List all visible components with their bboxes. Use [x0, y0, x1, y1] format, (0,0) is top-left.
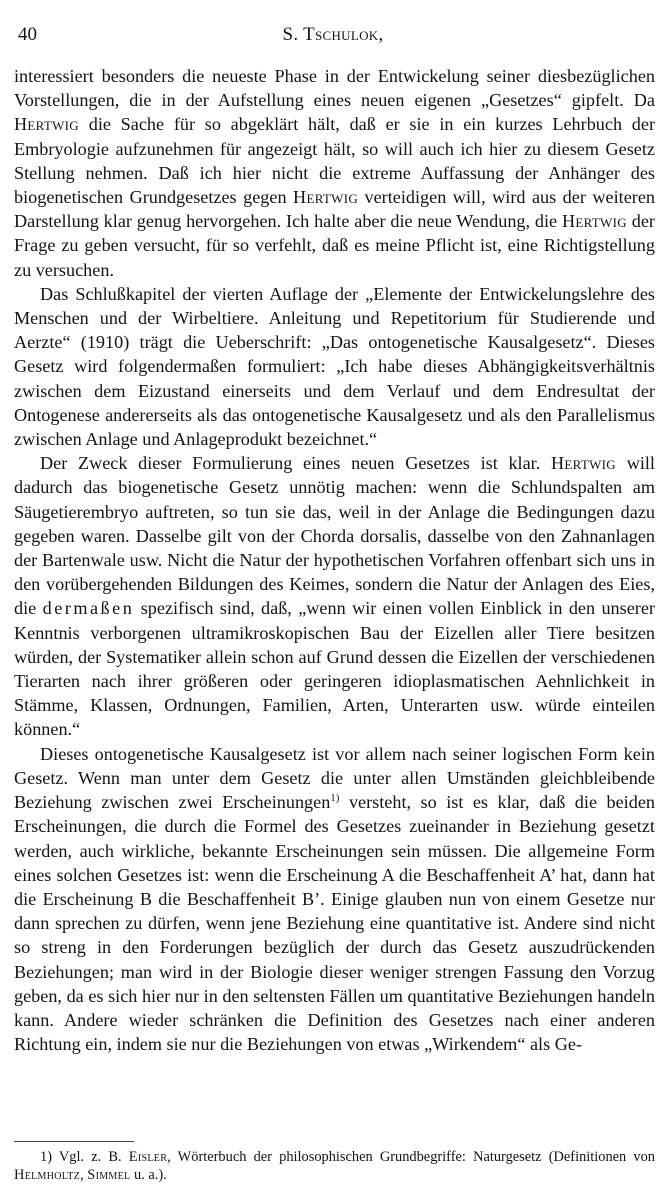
running-head: S. Tschulok,	[282, 24, 384, 45]
author-name-eisler: Eisler	[128, 1149, 168, 1165]
paragraph-1: interessiert besonders die neueste Phase in der Entwickelung seiner diesbezüglichen Vorstellungen, die in der Aufstellung eines neuen eigenen „Gesetzes“ gipfelt. Da Hertwig die Sache für so abgeklärt hält, daß er sie in ein kurzes Lehrbuch der Embryologie aufzunehmen für angezeigt hält, so will auch ich hier zu diesem Gesetz Stellung nehmen. Daß ich hier nicht die extreme Auffassung der Anhänger des biogenetischen Grundgesetzes gegen Hertwig verteidigen will, wird aus der weiteren Darstellung klar genug hervorgehen. Ich halte aber die neue Wendung, die Hertwig der Frage zu geben versucht, für so verfehlt, daß es meine Pflicht ist, eine Richtigstellung zu versuchen.	[14, 66, 655, 280]
paragraph-4: Dieses ontogenetische Kausalgesetz ist vor allem nach seiner logischen Form kein Gesetz. Wenn man unter dem Gesetz die unter allen Umständen gleichbleibende Beziehung zwischen zwei Erscheinungen$^{1)}$ versteht, so ist es klar, daß die beiden Erscheinungen, die durch die Formel des Gesetzes zueinander in Beziehung gesetzt werden, auch wirkliche, bekannte Erscheinungen sein müssen. Die allgemeine Form eines solchen Gesetzes ist: wenn die Erscheinung A die Beschaffenheit A’ hat, dann hat die Erscheinung B die Beschaffenheit B’. Einige glauben nun von einem Gesetze nur dann sprechen zu dürfen, wenn jene Beziehung eine quantitative ist. Andere sind nicht so streng in den Forderungen bezüglich der durch das Gesetz auszudrückenden Beziehungen; man wird in der Biologie dieser weniger strengen Fassung den Vorzug geben, da es sich hier nur in den seltensten Fällen um quantitative Beziehungen handeln kann. Andere wieder schränken die Definition des Gesetzes nach einer anderen Richtung ein, indem sie nur die Beziehungen von etwas „Wirkendem“ als Ge-	[14, 743, 655, 1055]
author-name-hertwig: Hertwig	[293, 187, 359, 208]
emphasized-word: dermaßen	[42, 598, 135, 619]
author-name-hertwig: Hertwig	[561, 211, 627, 232]
author-name-hertwig: Hertwig	[14, 114, 79, 135]
author-name-hertwig: Hertwig	[550, 453, 616, 474]
paragraph-2: Das Schlußkapitel der vierten Auflage der „Elemente der Entwickelungslehre des Menschen und der Wirbeltiere. Anleitung und Repetitorium für Studierende und Aerzte“ (1910) trägt die Ueberschrift: „Das ontogenetische Kausalgesetz“. Dieses Gesetz wird folgendermaßen formuliert: „Ich habe dieses Abhängigkeitsverhältnis zwischen dem Eizustand einerseits und dem Verlauf und dem Endresultat der Ontogenese andererseits als das ontogenetische Kausalgesetz und als den Parallelismus zwischen Anlage und Anlageprodukt bezeichnet.“	[14, 283, 655, 450]
author-name-simmel: Simmel	[87, 1167, 131, 1183]
page-number: 40	[18, 24, 37, 45]
page-header	[18, 22, 648, 52]
paragraph-3: Der Zweck dieser Formulierung eines neuen Gesetzes ist klar. Hertwig will dadurch das biogenetische Gesetz unnötig machen: wenn die Schlundspalten am Säugetierembryo auftreten, so tun sie das, weil in der Anlage die Bedingungen dazu gegeben waren. Dasselbe gilt von der Chorda dorsalis, dasselbe von den Zahnanlagen der Bartenwale usw. Nicht die Natur der hypothetischen Vorfahren offenbart sich uns in den vorübergehenden Bildungen des Keimes, sondern die Natur der Anlagen des Eies, die dermaßen spezifisch sind, daß, „wenn wir einen vollen Einblick in den unserer Kenntnis verborgenen ultramikroskopischen Bau der Eizellen aller Tiere besitzen würden, der Systematiker allein schon auf Grund dessen die Eizellen der verschiedenen Tierarten nach ihrer größeren oder geringeren idioplasmatischen Aehnlichkeit in Stämme, Klassen, Ordnungen, Familien, Arten, Unterarten usw. würde einteilen können.“	[14, 453, 655, 740]
footnote-text: 1) Vgl. z. B. Eisler, Wörterbuch der philosophischen Grundbegriffe: Naturgesetz (Definitionen von Helmholtz, Simmel u. a.).	[14, 1149, 655, 1183]
author-name-helmholtz: Helmholtz	[14, 1167, 81, 1183]
footnote-divider	[14, 1141, 134, 1142]
footnote-marker: 1)	[330, 792, 340, 805]
body-text	[14, 64, 655, 1056]
footnote	[14, 1148, 655, 1184]
